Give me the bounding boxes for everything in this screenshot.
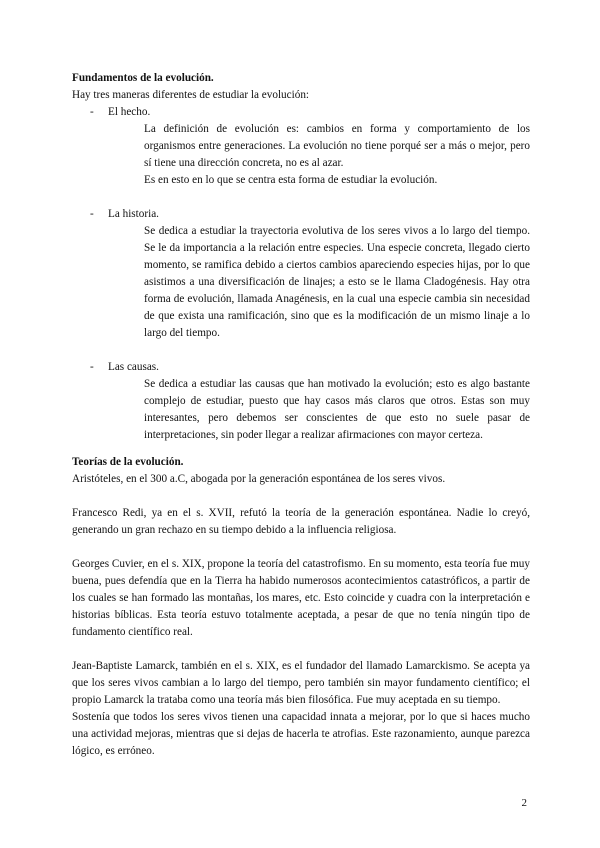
list-item-text: La definición de evolución es: cambios en forma y comportamiento de los organismos entre generaciones. La evolución no tiene porqué ser a más o mejor, pero sí tiene una dirección concreta, no es al azar. [144, 123, 530, 169]
paragraph-lamarck: Jean-Baptiste Lamarck, también en el s. XIX, es el fundador del llamado Lamarckismo. Se acepta ya que los seres vivos cambian a lo largo del tiempo, pero también sin mayor fundamento científico; el propio Lamarck la trataba como una teoría más bien filosófica. Fue muy aceptada en su tiempo. [72, 660, 530, 706]
list-item [72, 359, 530, 376]
paragraph-aristoteles: Aristóteles, en el 300 a.C, abogada por la generación espontánea de los seres vivos. [72, 473, 446, 485]
list-item-text: Es en esto en lo que se centra esta forma de estudiar la evolución. [144, 174, 438, 186]
list-item [72, 104, 530, 121]
paragraph-redi: Francesco Redi, ya en el s. XVII, refutó la teoría de la generación espontánea. Nadie lo creyó, generando un gran rechazo en su tiempo debido a la influencia religiosa. [72, 507, 530, 536]
list-item-label: La historia. [108, 208, 159, 220]
paragraph-cuvier: Georges Cuvier, en el s. XIX, propone la teoría del catastrofismo. En su momento, esta teoría fue muy buena, pues defendía que en la Tierra ha habido numerosos acontecimientos catastróficos, a partir de los cuales se han formado las montañas, los mares, etc. Esto coincide y cuadra con la interpretación e historias bíblicas. Esta teoría estuvo totalmente aceptada, a pesar de que no tenía ningún tipo de fundamento científico real. [72, 558, 530, 638]
section-intro: Hay tres maneras diferentes de estudiar la evolución: [72, 89, 310, 101]
dash-marker: - [90, 208, 94, 220]
list-item [72, 206, 530, 223]
list-item-text: Se dedica a estudiar las causas que han motivado la evolución; esto es algo bastante complejo de estudiar, puesto que hay casos más claros que otros. Estas son muy interesantes, pero debemos ser conscientes de que esto no suele pasar de interpretaciones, sin poder llegar a realizar afirmaciones con mayor certeza. [144, 378, 530, 441]
list-item-label: El hecho. [108, 106, 151, 118]
list-item-label: Las causas. [108, 361, 159, 373]
section-heading-teorias: Teorías de la evolución. [72, 456, 184, 468]
dash-marker: - [90, 106, 94, 118]
page-number: 2 [521, 797, 527, 809]
paragraph-lamarck-cont: Sostenía que todos los seres vivos tienen una capacidad innata a mejorar, por lo que si haces mucho una actividad mejoras, mientras que si dejas de hacerla te atrofias. Este razonamiento, aunque parezca lógico, es erróneo. [72, 711, 530, 757]
section-heading-fundamentos: Fundamentos de la evolución. [72, 72, 214, 84]
list-item-text: Se dedica a estudiar la trayectoria evolutiva de los seres vivos a lo largo del tiempo. Se le da importancia a la relación entre especies. Una especie concreta, llegado cierto momento, se ramifica debido a ciertos cambios apareciendo especies hijas, por lo que asistimos a una diversificación de linajes; a esto se le llama Cladogénesis. Hay otra forma de evolución, llamada Anagénesis, en la cual una especie cambia sin necesidad de que exista una ramificación, sino que es la modificación de un mismo linaje a lo largo del tiempo. [144, 225, 530, 339]
document-page [72, 70, 530, 760]
dash-marker: - [90, 361, 94, 373]
